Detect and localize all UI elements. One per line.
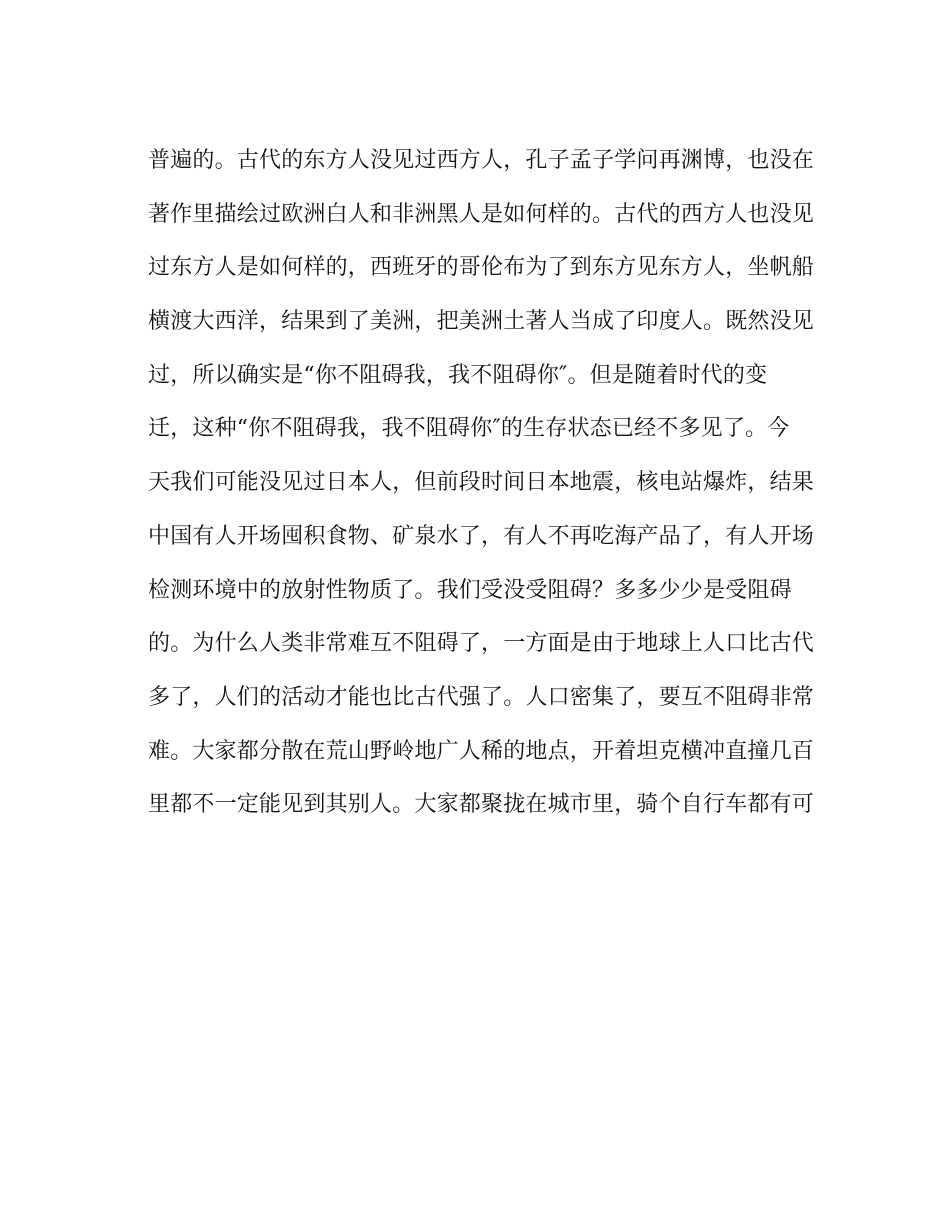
text-line-5: 过，所以确实是“你不阻碍我，我不阻碍你″。但是随着时代的变	[148, 362, 768, 388]
text-line-12: 难。大家都分散在荒山野岭地广人稀的地点，开着坦克横冲直撞几百	[148, 738, 815, 764]
text-line-6: 迁，这种“你不阻碍我，我不阻碍你″的生存状态已经不多见了。今	[148, 416, 790, 442]
text-line-7: 天我们可能没见过日本人，但前段时间日本地震，核电站爆炸，结果	[148, 470, 815, 496]
text-line-1: 普遍的。古代的东方人没见过西方人，孔子孟子学问再渊博，也没在	[148, 148, 815, 173]
text-line-13: 里都不一定能见到其别人。大家都聚拢在城市里，骑个自行车都有可	[148, 792, 815, 818]
text-line-2: 著作里描绘过欧洲白人和非洲黑人是如何样的。古代的西方人也没见	[148, 201, 815, 227]
text-line-3: 过东方人是如何样的，西班牙的哥伦布为了到东方见东方人，坐帆船	[148, 255, 815, 281]
text-line-4: 横渡大西洋，结果到了美洲，把美洲土著人当成了印度人。既然没见	[148, 309, 815, 335]
body-text	[148, 134, 815, 832]
text-line-10: 的。为什么人类非常难互不阻碍了，一方面是由于地球上人口比古代	[148, 631, 815, 657]
text-line-11: 多了，人们的活动才能也比古代强了。人口密集了，要互不阻碍非常	[148, 684, 815, 710]
text-line-8: 中国有人开场囤积食物、矿泉水了，有人不再吃海产品了，有人开场	[148, 523, 815, 549]
text-line-9: 检测环境中的放射性物质了。我们受没受阻碍？多多少少是受阻碍	[148, 577, 792, 603]
